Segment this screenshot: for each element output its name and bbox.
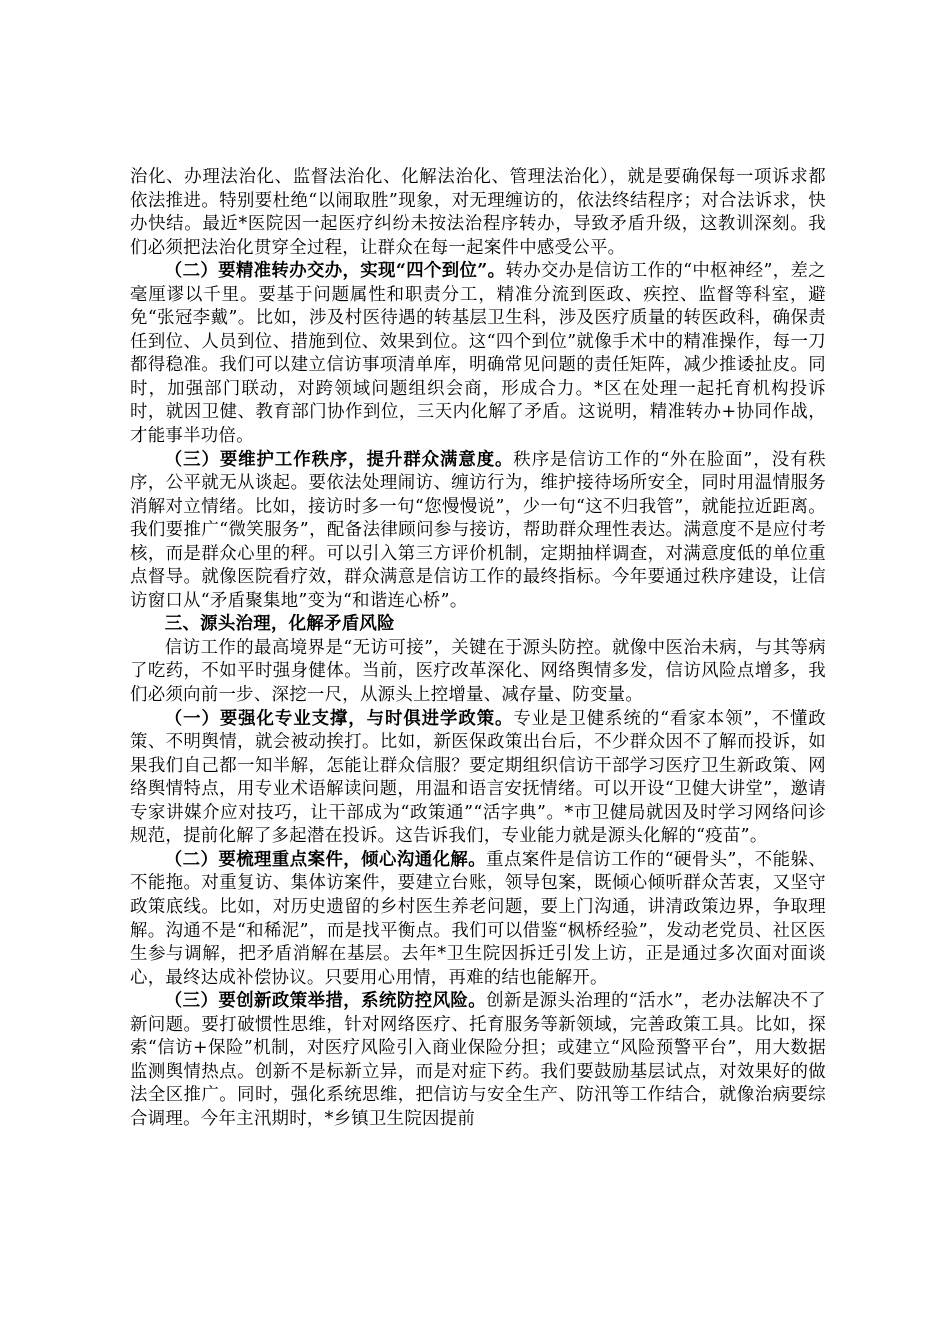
document-page [130,166,826,1131]
paragraph-text: 创新是源头治理的“活水”，老办法解决不了新问题。要打破惯性思维，针对网络医疗、托育服务等新领域，完善政策工具。比如，探索“信访+保险”机制，对医疗风险引入商业保险分担；或建立“风险预警平台”，用大数据监测舆情热点。创新不是标新立异，而是对症下药。我们要鼓励基层试点，对效果好的做法全区推广。同时，强化系统思维，把信访与安全生产、防汛等工作结合，就像治病要综合调理。今年主汛期时，*乡镇卫生院因提前 [130,991,826,1129]
paragraph-text: 治化、办理法治化、监督法治化、化解法治化、管理法治化），就是要确保每一项诉求都依法推进。特别要杜绝“以闹取胜”现象，对无理缠访的，依法终结程序；对合法诉求，快办快结。最近*医院因一起医疗纠纷未按法治程序转办，导致矛盾升级，这教训深刻。我们必须把法治化贯穿全过程，让群众在每一起案件中感受公平。 [130,167,826,258]
section-heading-source-governance [130,613,826,637]
paragraph-text: 专业是卫健系统的“看家本领”，不懂政策、不明舆情，就会被动挨打。比如，新医保政策出台后，不少群众因不了解而投诉，如果我们自己都一知半解，怎能让群众信服？要定期组织信访干部学习医疗卫生新政策、网络舆情特点，用专业术语解读问题，用温和语言安抚情绪。可以开设“卫健大讲堂”，邀请专家讲媒介应对技巧，让干部成为“政策通”“活字典”。*市卫健局就因及时学习网络问诊规范，提前化解了多起潜在投诉。这告诉我们，专业能力就是源头化解的“疫苗”。 [130,708,827,847]
paragraph-professional-support [130,708,826,849]
paragraph-heading: （三）要创新政策举措，系统防控风险。 [164,991,487,1012]
paragraph-heading: （二）要梳理重点案件，倾心沟通化解。 [164,849,487,870]
paragraph-precise-transfer [130,260,826,448]
paragraph-heading: （三）要维护工作秩序，提升群众满意度。 [164,449,514,470]
paragraph-source-intro [130,637,826,708]
paragraph-heading: （二）要精准转办交办，实现“四个到位”。 [164,261,506,282]
paragraph-heading: （一）要强化专业支撑，与时俱进学政策。 [164,708,514,729]
section-heading: 三、源头治理，化解矛盾风险 [164,614,395,635]
paragraph-text: 秩序是信访工作的“外在脸面”，没有秩序，公平就无从谈起。要依法处理闹访、缠访行为，维护接待场所安全，同时用温情服务消解对立情绪。比如，接访时多一句“您慢慢说”，少一句“这不归我管”，就能拉近距离。我们要推广“微笑服务”，配备法律顾问参与接访，帮助群众理性表达。满意度不是应付考核，而是群众心里的秤。可以引入第三方评价机制，定期抽样调查，对满意度低的单位重点督导。就像医院看疗效，群众满意是信访工作的最终指标。今年要通过秩序建设，让信访窗口从“矛盾聚集地”变为“和谐连心桥”。 [130,449,827,611]
paragraph-key-cases [130,849,826,990]
paragraph-law-continuation [130,166,826,260]
paragraph-text: 信访工作的最高境界是“无访可接”，关键在于源头防控。就像中医治未病，与其等病了吃药，不如平时强身健体。当前，医疗改革深化、网络舆情多发，信访风险点增多，我们必须向前一步、深挖一尺，从源头上控增量、减存量、防变量。 [130,637,826,706]
paragraph-text: 重点案件是信访工作的“硬骨头”，不能躲、不能拖。对重复访、集体访案件，要建立台账，领导包案，既倾心倾听群众苦衷，又坚守政策底线。比如，对历史遗留的乡村医生养老问题，要上门沟通，讲清政策边界，争取理解。沟通不是“和稀泥”，而是找平衡点。我们可以借鉴“枫桥经验”，发动老党员、社区医生参与调解，把矛盾消解在基层。去年*卫生院因拆迁引发上访，正是通过多次面对面谈心，最终达成补偿协议。只要用心用情，再难的结也能解开。 [130,849,826,988]
paragraph-work-order [130,449,826,614]
paragraph-text: 转办交办是信访工作的“中枢神经”，差之毫厘谬以千里。要基于问题属性和职责分工，精准分流到医政、疾控、监督等科室，避免“张冠李戴”。比如，涉及村医待遇的转基层卫生科，涉及医疗质量的转医政科，确保责任到位、人员到位、措施到位、效果到位。这“四个到位”就像手术中的精准操作，每一刀都得稳准。我们可以建立信访事项清单库，明确常见问题的责任矩阵，减少推诿扯皮。同时，加强部门联动，对跨领域问题组织会商，形成合力。*区在处理一起托育机构投诉时，就因卫健、教育部门协作到位，三天内化解了矛盾。这说明，精准转办+协同作战，才能事半功倍。 [130,261,826,447]
paragraph-policy-innovation [130,990,826,1131]
